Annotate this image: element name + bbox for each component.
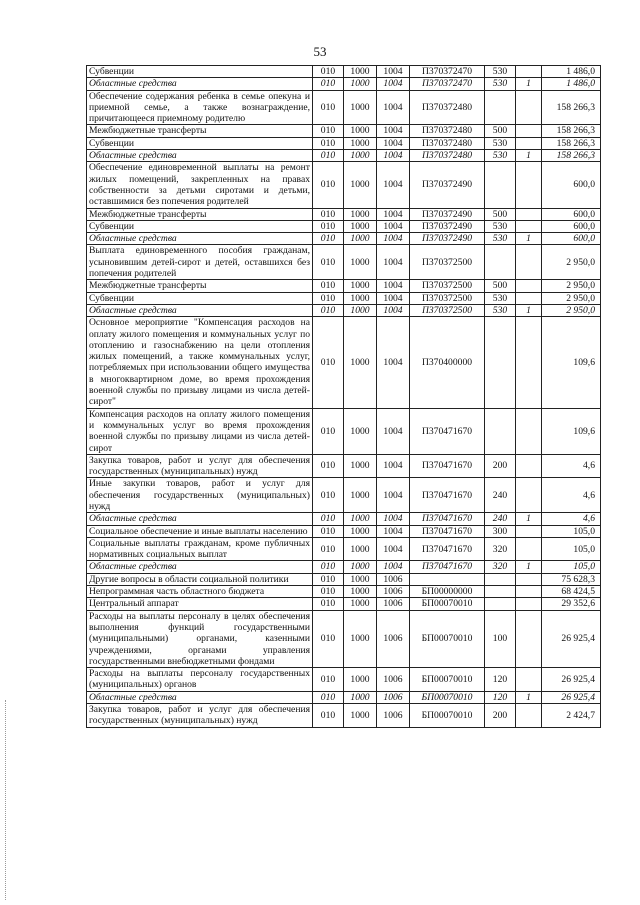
table-row (87, 598, 601, 610)
expense-name-cell: Выплата единовременного пособия гражданам, усыновившим детей-сирот и детей, оставшихся без попечения родителей (87, 245, 313, 280)
target-code-cell: П370372470 (410, 66, 485, 78)
subsection-code-cell: 1004 (377, 525, 410, 537)
subsection-code-cell: 1004 (377, 304, 410, 316)
subsection-code-cell: 1004 (377, 233, 410, 245)
section-code-cell: 1000 (344, 304, 377, 316)
funding-source-cell (516, 704, 542, 728)
expense-type-cell: 530 (485, 78, 516, 90)
expense-type-cell (485, 408, 516, 454)
expense-name-cell: Областные средства (87, 233, 313, 245)
target-code-cell: БП00070010 (410, 691, 485, 703)
table-row (87, 208, 601, 220)
expense-name-cell: Областные средства (87, 513, 313, 525)
expense-name-cell: Иные закупки товаров, работ и услуг для обеспечения государственных (муниципальных) нужд (87, 478, 313, 513)
funding-source-cell: 1 (516, 78, 542, 90)
amount-cell: 2 950,0 (542, 304, 601, 316)
funding-source-cell (516, 220, 542, 232)
ministry-code-cell: 010 (313, 537, 344, 561)
section-code-cell: 1000 (344, 525, 377, 537)
expense-type-cell (485, 573, 516, 585)
expense-type-cell: 530 (485, 292, 516, 304)
expense-name-cell: Областные средства (87, 78, 313, 90)
amount-cell: 600,0 (542, 162, 601, 208)
subsection-code-cell: 1004 (377, 245, 410, 280)
amount-cell: 26 925,4 (542, 691, 601, 703)
amount-cell: 105,0 (542, 537, 601, 561)
ministry-code-cell: 010 (313, 704, 344, 728)
subsection-code-cell: 1004 (377, 408, 410, 454)
funding-source-cell (516, 454, 542, 478)
target-code-cell: П370372490 (410, 162, 485, 208)
section-code-cell: 1000 (344, 292, 377, 304)
expense-name-cell: Социальное обеспечение и иные выплаты населению (87, 525, 313, 537)
section-code-cell: 1000 (344, 220, 377, 232)
amount-cell: 26 925,4 (542, 610, 601, 667)
section-code-cell: 1000 (344, 208, 377, 220)
expense-name-cell: Закупка товаров, работ и услуг для обеспечения государственных (муниципальных) нужд (87, 454, 313, 478)
funding-source-cell (516, 525, 542, 537)
section-code-cell: 1000 (344, 691, 377, 703)
amount-cell: 600,0 (542, 208, 601, 220)
target-code-cell: БП00070010 (410, 610, 485, 667)
expense-name-cell: Компенсация расходов на оплату жилого помещения и коммунальных услуг во время прохождения военной службы по призыву лицами из числа детей-сирот (87, 408, 313, 454)
amount-cell: 68 424,5 (542, 586, 601, 598)
expense-type-cell: 120 (485, 691, 516, 703)
expense-type-cell: 530 (485, 150, 516, 162)
target-code-cell: П370471670 (410, 454, 485, 478)
section-code-cell: 1000 (344, 408, 377, 454)
subsection-code-cell: 1006 (377, 598, 410, 610)
amount-cell: 2 424,7 (542, 704, 601, 728)
amount-cell: 29 352,6 (542, 598, 601, 610)
ministry-code-cell: 010 (313, 66, 344, 78)
table-row-regional-funds (87, 78, 601, 90)
subsection-code-cell: 1004 (377, 292, 410, 304)
amount-cell: 109,6 (542, 317, 601, 408)
expense-type-cell (485, 90, 516, 125)
ministry-code-cell: 010 (313, 317, 344, 408)
target-code-cell: П370372490 (410, 208, 485, 220)
expense-type-cell: 530 (485, 304, 516, 316)
funding-source-cell (516, 586, 542, 598)
section-code-cell: 1000 (344, 573, 377, 585)
table-row (87, 292, 601, 304)
expense-name-cell: Межбюджетные трансферты (87, 125, 313, 137)
target-code-cell: П370471670 (410, 561, 485, 573)
target-code-cell: БП00070010 (410, 598, 485, 610)
page-number: 53 (313, 44, 327, 59)
funding-source-cell (516, 162, 542, 208)
target-code-cell: П370372480 (410, 125, 485, 137)
ministry-code-cell: 010 (313, 610, 344, 667)
table-row-regional-funds (87, 233, 601, 245)
table-row (87, 90, 601, 125)
target-code-cell: П370372490 (410, 220, 485, 232)
table-row-regional-funds (87, 561, 601, 573)
section-code-cell: 1000 (344, 668, 377, 692)
expense-name-cell: Расходы на выплаты персоналу государственных (муниципальных) органов (87, 668, 313, 692)
ministry-code-cell: 010 (313, 233, 344, 245)
amount-cell: 4,6 (542, 454, 601, 478)
funding-source-cell: 1 (516, 233, 542, 245)
section-code-cell: 1000 (344, 454, 377, 478)
table-row (87, 137, 601, 149)
expense-type-cell: 530 (485, 137, 516, 149)
table-row (87, 245, 601, 280)
section-code-cell: 1000 (344, 66, 377, 78)
ministry-code-cell: 010 (313, 208, 344, 220)
section-code-cell: 1000 (344, 280, 377, 292)
expense-type-cell: 200 (485, 454, 516, 478)
amount-cell: 26 925,4 (542, 668, 601, 692)
expense-type-cell: 240 (485, 513, 516, 525)
section-code-cell: 1000 (344, 610, 377, 667)
expense-name-cell: Обеспечение содержания ребенка в семье опекуна и приемной семье, а также вознаграждение, причитающееся приемному родителю (87, 90, 313, 125)
scan-margin-marks (5, 700, 8, 900)
section-code-cell: 1000 (344, 586, 377, 598)
funding-source-cell (516, 573, 542, 585)
section-code-cell: 1000 (344, 537, 377, 561)
table-row (87, 478, 601, 513)
expense-name-cell: Субвенции (87, 137, 313, 149)
section-code-cell: 1000 (344, 150, 377, 162)
funding-source-cell (516, 317, 542, 408)
amount-cell: 4,6 (542, 513, 601, 525)
expense-type-cell: 320 (485, 561, 516, 573)
section-code-cell: 1000 (344, 245, 377, 280)
section-code-cell: 1000 (344, 90, 377, 125)
subsection-code-cell: 1006 (377, 668, 410, 692)
funding-source-cell (516, 292, 542, 304)
amount-cell: 2 950,0 (542, 292, 601, 304)
section-code-cell: 1000 (344, 704, 377, 728)
subsection-code-cell: 1006 (377, 573, 410, 585)
amount-cell: 2 950,0 (542, 245, 601, 280)
table-row-regional-funds (87, 513, 601, 525)
expense-type-cell: 530 (485, 233, 516, 245)
table-row (87, 573, 601, 585)
expense-name-cell: Центральный аппарат (87, 598, 313, 610)
subsection-code-cell: 1004 (377, 220, 410, 232)
section-code-cell: 1000 (344, 162, 377, 208)
expense-type-cell: 240 (485, 478, 516, 513)
table-row (87, 66, 601, 78)
expense-type-cell: 500 (485, 208, 516, 220)
table-row (87, 525, 601, 537)
expense-type-cell (485, 245, 516, 280)
ministry-code-cell: 010 (313, 691, 344, 703)
subsection-code-cell: 1004 (377, 208, 410, 220)
ministry-code-cell: 010 (313, 220, 344, 232)
subsection-code-cell: 1004 (377, 478, 410, 513)
target-code-cell: П370372500 (410, 292, 485, 304)
ministry-code-cell: 010 (313, 573, 344, 585)
funding-source-cell (516, 478, 542, 513)
expense-type-cell (485, 317, 516, 408)
ministry-code-cell: 010 (313, 137, 344, 149)
table-row (87, 408, 601, 454)
ministry-code-cell: 010 (313, 513, 344, 525)
target-code-cell: П370372480 (410, 137, 485, 149)
ministry-code-cell: 010 (313, 454, 344, 478)
table-row (87, 454, 601, 478)
amount-cell: 1 486,0 (542, 78, 601, 90)
table-row (87, 125, 601, 137)
expense-name-cell: Межбюджетные трансферты (87, 208, 313, 220)
funding-source-cell (516, 408, 542, 454)
amount-cell: 600,0 (542, 233, 601, 245)
ministry-code-cell: 010 (313, 304, 344, 316)
expense-type-cell (485, 162, 516, 208)
expense-type-cell: 500 (485, 125, 516, 137)
target-code-cell (410, 573, 485, 585)
section-code-cell: 1000 (344, 478, 377, 513)
table-row (87, 317, 601, 408)
expense-name-cell: Непрограммная часть областного бюджета (87, 586, 313, 598)
amount-cell: 1 486,0 (542, 66, 601, 78)
section-code-cell: 1000 (344, 125, 377, 137)
expense-type-cell: 320 (485, 537, 516, 561)
table-row-regional-funds (87, 150, 601, 162)
ministry-code-cell: 010 (313, 668, 344, 692)
funding-source-cell: 1 (516, 304, 542, 316)
target-code-cell: П370372500 (410, 304, 485, 316)
table-row (87, 280, 601, 292)
table-body (87, 66, 601, 728)
expense-name-cell: Субвенции (87, 292, 313, 304)
funding-source-cell: 1 (516, 691, 542, 703)
subsection-code-cell: 1006 (377, 610, 410, 667)
ministry-code-cell: 010 (313, 408, 344, 454)
expense-type-cell: 530 (485, 220, 516, 232)
expense-type-cell: 200 (485, 704, 516, 728)
amount-cell: 105,0 (542, 525, 601, 537)
section-code-cell: 1000 (344, 561, 377, 573)
subsection-code-cell: 1004 (377, 317, 410, 408)
target-code-cell: П370400000 (410, 317, 485, 408)
expense-name-cell: Основное мероприятие "Компенсация расходов на оплату жилого помещения и коммунальных услуг по отоплению и газоснабжению на цели отопления жилых помещений, а также коммунальных услуг, потребляемых при использовании общего имущества в многоквартирном доме, во время прохождения военной службы по призыву лицами из числа детей-сирот" (87, 317, 313, 408)
expense-name-cell: Расходы на выплаты персоналу в целях обеспечения выполнения функций государственными (муниципальными) органами, казенными учреждениями, органами управления государственными внебюджетными фондами (87, 610, 313, 667)
target-code-cell: П370471670 (410, 525, 485, 537)
amount-cell: 158 266,3 (542, 125, 601, 137)
expense-type-cell: 100 (485, 610, 516, 667)
amount-cell: 158 266,3 (542, 90, 601, 125)
funding-source-cell: 1 (516, 561, 542, 573)
ministry-code-cell: 010 (313, 150, 344, 162)
expense-type-cell (485, 598, 516, 610)
ministry-code-cell: 010 (313, 280, 344, 292)
amount-cell: 109,6 (542, 408, 601, 454)
expense-name-cell: Социальные выплаты гражданам, кроме публичных нормативных социальных выплат (87, 537, 313, 561)
section-code-cell: 1000 (344, 233, 377, 245)
subsection-code-cell: 1004 (377, 537, 410, 561)
target-code-cell: БП00000000 (410, 586, 485, 598)
expense-name-cell: Субвенции (87, 220, 313, 232)
target-code-cell: БП00070010 (410, 704, 485, 728)
funding-source-cell (516, 598, 542, 610)
expense-type-cell (485, 586, 516, 598)
section-code-cell: 1000 (344, 513, 377, 525)
subsection-code-cell: 1004 (377, 66, 410, 78)
funding-source-cell (516, 280, 542, 292)
expense-name-cell: Областные средства (87, 691, 313, 703)
ministry-code-cell: 010 (313, 78, 344, 90)
target-code-cell: П370372470 (410, 78, 485, 90)
subsection-code-cell: 1006 (377, 704, 410, 728)
expense-name-cell: Субвенции (87, 66, 313, 78)
target-code-cell: П370372480 (410, 90, 485, 125)
target-code-cell: П370471670 (410, 537, 485, 561)
ministry-code-cell: 010 (313, 162, 344, 208)
subsection-code-cell: 1004 (377, 280, 410, 292)
funding-source-cell (516, 90, 542, 125)
subsection-code-cell: 1004 (377, 454, 410, 478)
table-row (87, 220, 601, 232)
table-row (87, 586, 601, 598)
subsection-code-cell: 1004 (377, 150, 410, 162)
expense-name-cell: Обеспечение единовременной выплаты на ремонт жилых помещений, закрепленных на правах собственности за детьми сиротами и детьми, оставшимися без попечения родителей (87, 162, 313, 208)
ministry-code-cell: 010 (313, 586, 344, 598)
subsection-code-cell: 1004 (377, 78, 410, 90)
expense-name-cell: Областные средства (87, 561, 313, 573)
target-code-cell: П370471670 (410, 408, 485, 454)
subsection-code-cell: 1004 (377, 561, 410, 573)
section-code-cell: 1000 (344, 137, 377, 149)
subsection-code-cell: 1004 (377, 513, 410, 525)
amount-cell: 600,0 (542, 220, 601, 232)
section-code-cell: 1000 (344, 78, 377, 90)
target-code-cell: П370372490 (410, 233, 485, 245)
funding-source-cell (516, 137, 542, 149)
funding-source-cell (516, 610, 542, 667)
section-code-cell: 1000 (344, 317, 377, 408)
funding-source-cell (516, 125, 542, 137)
funding-source-cell (516, 208, 542, 220)
table-row-regional-funds (87, 304, 601, 316)
table-row (87, 537, 601, 561)
subsection-code-cell: 1004 (377, 90, 410, 125)
target-code-cell: П370372500 (410, 245, 485, 280)
expense-name-cell: Областные средства (87, 150, 313, 162)
target-code-cell: П370372480 (410, 150, 485, 162)
amount-cell: 105,0 (542, 561, 601, 573)
amount-cell: 4,6 (542, 478, 601, 513)
table-row-regional-funds (87, 691, 601, 703)
expense-type-cell: 300 (485, 525, 516, 537)
table-row (87, 610, 601, 667)
subsection-code-cell: 1006 (377, 691, 410, 703)
ministry-code-cell: 010 (313, 561, 344, 573)
table-row (87, 668, 601, 692)
budget-table (86, 65, 601, 728)
target-code-cell: П370372500 (410, 280, 485, 292)
ministry-code-cell: 010 (313, 598, 344, 610)
expense-name-cell: Закупка товаров, работ и услуг для обеспечения государственных (муниципальных) нужд (87, 704, 313, 728)
ministry-code-cell: 010 (313, 245, 344, 280)
ministry-code-cell: 010 (313, 125, 344, 137)
funding-source-cell (516, 668, 542, 692)
target-code-cell: П370471670 (410, 478, 485, 513)
funding-source-cell (516, 245, 542, 280)
ministry-code-cell: 010 (313, 525, 344, 537)
funding-source-cell: 1 (516, 150, 542, 162)
funding-source-cell (516, 537, 542, 561)
target-code-cell: БП00070010 (410, 668, 485, 692)
amount-cell: 75 628,3 (542, 573, 601, 585)
expense-name-cell: Другие вопросы в области социальной политики (87, 573, 313, 585)
section-code-cell: 1000 (344, 598, 377, 610)
expense-type-cell: 120 (485, 668, 516, 692)
table-row (87, 162, 601, 208)
target-code-cell: П370471670 (410, 513, 485, 525)
expense-name-cell: Областные средства (87, 304, 313, 316)
amount-cell: 158 266,3 (542, 150, 601, 162)
subsection-code-cell: 1004 (377, 137, 410, 149)
funding-source-cell (516, 66, 542, 78)
expense-type-cell: 530 (485, 66, 516, 78)
ministry-code-cell: 010 (313, 90, 344, 125)
subsection-code-cell: 1006 (377, 586, 410, 598)
expense-type-cell: 500 (485, 280, 516, 292)
amount-cell: 2 950,0 (542, 280, 601, 292)
subsection-code-cell: 1004 (377, 162, 410, 208)
table-row (87, 704, 601, 728)
ministry-code-cell: 010 (313, 292, 344, 304)
subsection-code-cell: 1004 (377, 125, 410, 137)
funding-source-cell: 1 (516, 513, 542, 525)
ministry-code-cell: 010 (313, 478, 344, 513)
expense-name-cell: Межбюджетные трансферты (87, 280, 313, 292)
amount-cell: 158 266,3 (542, 137, 601, 149)
